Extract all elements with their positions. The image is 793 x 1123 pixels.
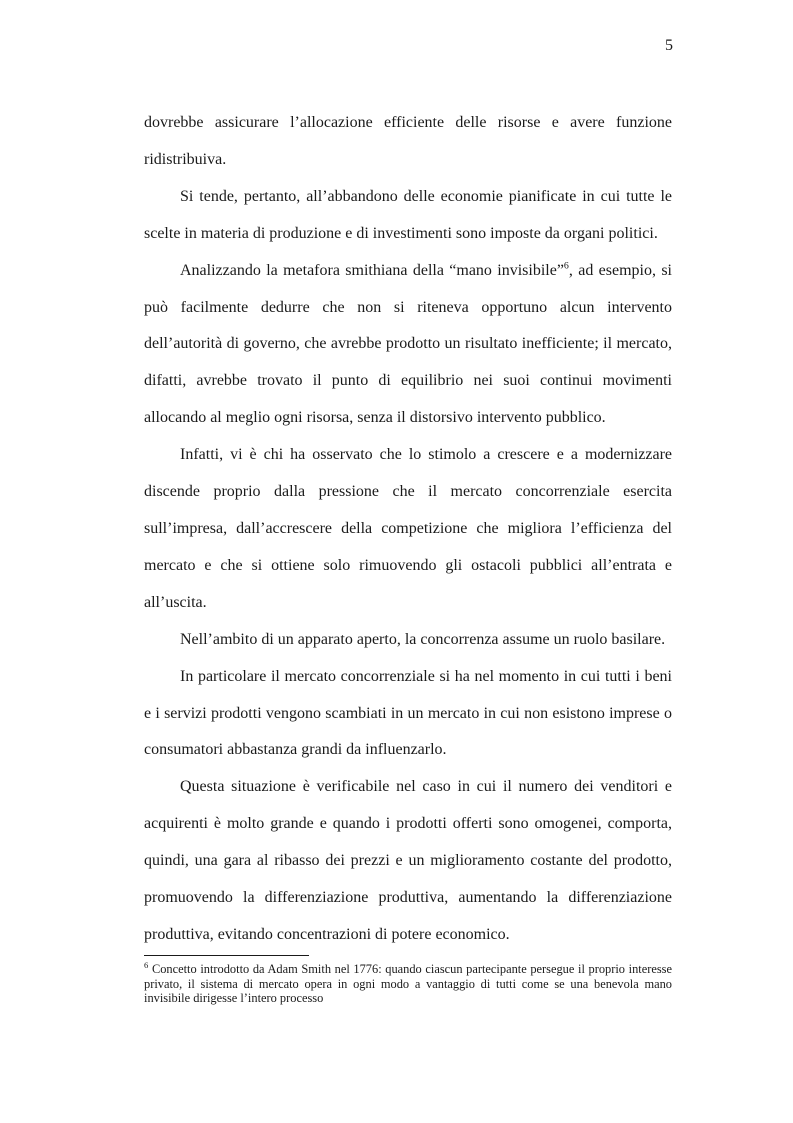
footnote-reference: 6 bbox=[563, 260, 569, 272]
paragraph-3-start: Analizzando la metafora smithiana della “mano invisibile” bbox=[180, 261, 564, 279]
footnote-text: Concetto introdotto da Adam Smith nel 1776: quando ciascun partecipante persegue il proprio interesse privato, il sistema di mercato opera in ogni modo a vantaggio di tutti come se una benevola mano invisibile dirigesse l’intero processo bbox=[144, 962, 672, 1006]
paragraph-7: Questa situazione è verificabile nel caso in cui il numero dei venditori e acquirenti è molto grande e quando i prodotti offerti sono omogenei, comporta, quindi, una gara al ribasso dei prezzi e un miglioramento costante del prodotto, promuovendo la differenziazione produttiva, aumentando la differenziazione produttiva, evitando concentrazioni di potere economico. bbox=[144, 778, 672, 943]
paragraph-2: Si tende, pertanto, all’abbandono delle economie pianificate in cui tutte le scelte in materia di produzione e di investimenti sono imposte da organi politici. bbox=[144, 187, 672, 242]
paragraph-6: In particolare il mercato concorrenziale si ha nel momento in cui tutti i beni e i servizi prodotti vengono scambiati in un mercato in cui non esistono imprese o consumatori abbastanza grandi da influenzarlo. bbox=[144, 667, 672, 759]
paragraph-1: dovrebbe assicurare l’allocazione efficiente delle risorse e avere funzione ridistribuiva. bbox=[144, 114, 672, 168]
paragraph-3-end: , ad esempio, si può facilmente dedurre che non si riteneva opportuno alcun intervento dell’autorità di governo, che avrebbe prodotto un risultato inefficiente; il mercato, difatti, avrebbe trovato il punto di equilibrio nei suoi continui movimenti allocando al meglio ogni risorsa, senza il distorsivo intervento pubblico. bbox=[144, 261, 672, 427]
footnote-divider bbox=[144, 955, 309, 956]
footnote bbox=[144, 959, 672, 1006]
body-text bbox=[144, 105, 672, 954]
paragraph-4: Infatti, vi è chi ha osservato che lo stimolo a crescere e a modernizzare discende proprio dalla pressione che il mercato concorrenziale esercita sull’impresa, dall’accrescere della competizione che migliora l’efficienza del mercato e che si ottiene solo rimuovendo gli ostacoli pubblici all’entrata e all’uscita. bbox=[144, 446, 672, 611]
paragraph-3 bbox=[144, 253, 672, 438]
page-number: 5 bbox=[665, 37, 673, 54]
paragraph-5: Nell’ambito di un apparato aperto, la concorrenza assume un ruolo basilare. bbox=[180, 630, 666, 648]
footnote-marker: 6 bbox=[144, 959, 149, 970]
